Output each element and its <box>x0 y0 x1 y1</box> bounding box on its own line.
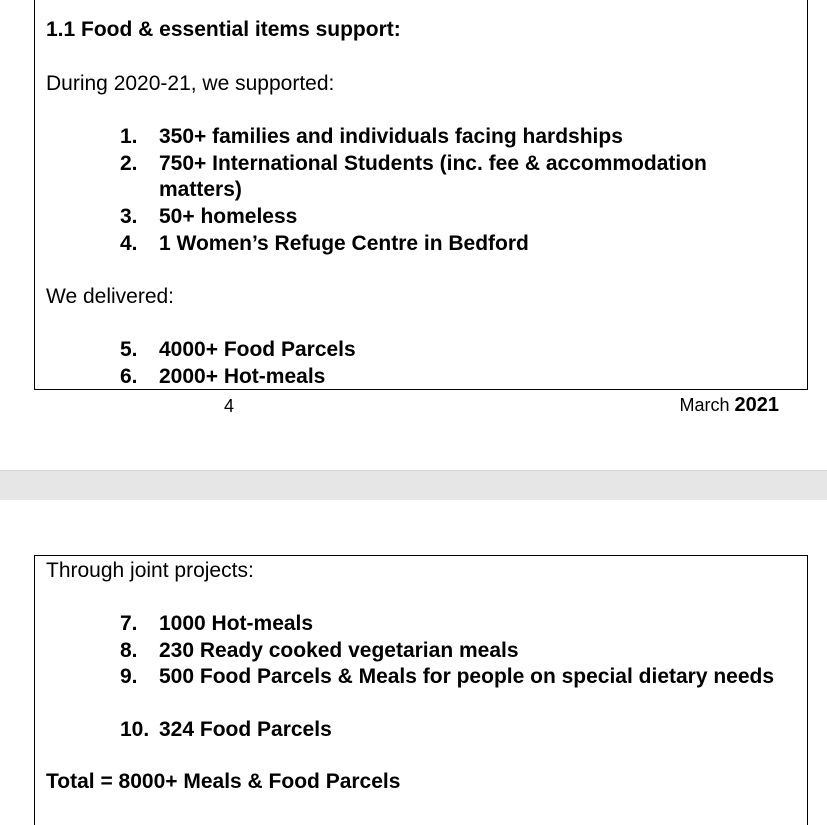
footer-month: March <box>679 395 730 415</box>
total-summary: Total = 8000+ Meals & Food Parcels <box>46 770 401 793</box>
list-item <box>120 717 780 743</box>
list-item <box>120 151 780 203</box>
footer-year: 2021 <box>734 394 779 416</box>
list-item-text: 1000 Hot-meals <box>159 612 314 635</box>
list-item-number: 7. <box>120 612 138 635</box>
delivered-intro: We delivered: <box>46 285 175 308</box>
page-number: 4 <box>224 396 235 416</box>
list-item-text: 230 Ready cooked vegetarian meals <box>159 639 519 662</box>
list-item-number: 9. <box>120 665 138 688</box>
footer-date <box>679 394 779 417</box>
list-item-text: 2000+ Hot-meals <box>159 365 326 388</box>
list-item <box>120 611 780 637</box>
list-item <box>120 364 780 390</box>
list-item-number: 10. <box>120 718 150 741</box>
list-item-number: 3. <box>120 205 138 228</box>
list-item <box>120 231 780 257</box>
list-item-text: 350+ families and individuals facing hardships <box>159 125 623 148</box>
list-item <box>120 124 780 150</box>
page-separator <box>0 470 827 502</box>
joint-projects-intro: Through joint projects: <box>46 559 254 582</box>
list-item-number: 4. <box>120 232 138 255</box>
list-item-number: 6. <box>120 365 138 388</box>
list-item-text: 50+ homeless <box>159 205 298 228</box>
list-item <box>120 638 780 664</box>
list-item-text: 1 Women’s Refuge Centre in Bedford <box>159 232 529 255</box>
list-item-number: 1. <box>120 125 138 148</box>
list-item-number: 2. <box>120 152 138 175</box>
list-item-text: 500 Food Parcels & Meals for people on special dietary needs <box>159 665 775 688</box>
section-heading: 1.1 Food & essential items support: <box>46 18 401 41</box>
list-item-text: 324 Food Parcels <box>159 718 332 741</box>
list-item <box>120 337 780 363</box>
list-item <box>120 664 780 690</box>
supported-intro: During 2020-21, we supported: <box>46 72 335 95</box>
list-item-number: 8. <box>120 639 138 662</box>
list-item-text: 750+ International Students (inc. fee & accommodation matters) <box>159 152 707 201</box>
list-item-text: 4000+ Food Parcels <box>159 338 356 361</box>
list-item <box>120 204 780 230</box>
list-item-number: 5. <box>120 338 138 361</box>
